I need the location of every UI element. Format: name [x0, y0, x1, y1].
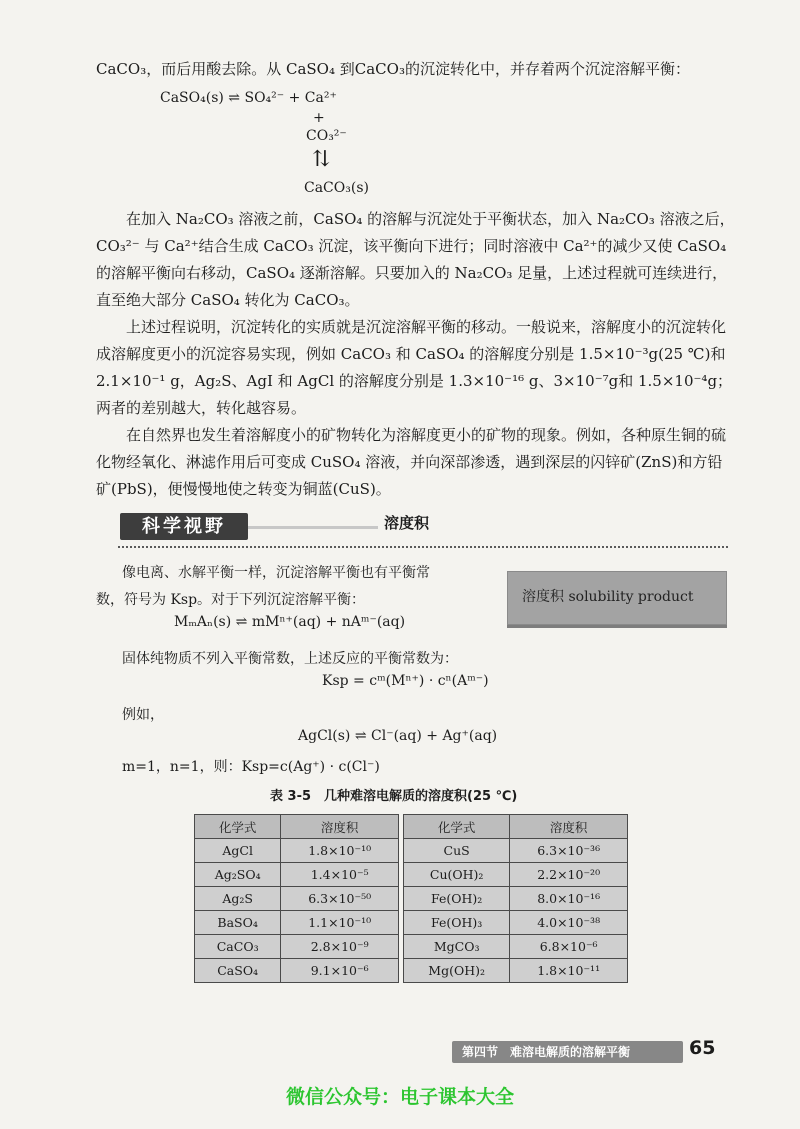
equilibrium-arrow-icon: ⇅ — [312, 147, 331, 172]
cell-ksp: 1.8×10⁻¹⁰ — [281, 839, 399, 863]
table-row — [195, 959, 628, 983]
cell-formula: Cu(OH)₂ — [404, 863, 510, 887]
paragraph-3: 在自然界也发生着溶解度小的矿物转化为溶解度更小的矿物的现象。例如，各种原生铜的硫化物经氧化、淋滤作用后可变成 CuSO₄ 溶液，并向深部渗透，遇到深层的闪锌矿(ZnS)和方铅矿(PbS)，便慢慢地使之转变为铜蓝(CuS)。 — [96, 426, 727, 498]
header-strip — [248, 526, 378, 529]
cell-formula: Fe(OH)₂ — [404, 887, 510, 911]
ksp-expression: Ksp = cᵐ(Mⁿ⁺) · cⁿ(Aᵐ⁻) — [322, 673, 489, 689]
header-formula: 化学式 — [404, 815, 510, 839]
cell-ksp: 2.8×10⁻⁹ — [281, 935, 399, 959]
section-name: 第四节 难溶电解质的溶解平衡 — [462, 1045, 631, 1059]
cell-formula: CaCO₃ — [195, 935, 281, 959]
cell-formula: BaSO₄ — [195, 911, 281, 935]
header-ksp: 溶度积 — [281, 815, 399, 839]
page-number: 65 — [689, 1037, 716, 1059]
table-row — [195, 863, 628, 887]
cell-ksp: 2.2×10⁻²⁰ — [510, 863, 628, 887]
cell-ksp: 4.0×10⁻³⁸ — [510, 911, 628, 935]
cell-ksp: 6.8×10⁻⁶ — [510, 935, 628, 959]
cell-ksp: 6.3×10⁻⁵⁰ — [281, 887, 399, 911]
scheme-carbonate: CO₃²⁻ — [306, 128, 347, 144]
table-header-row — [195, 815, 628, 839]
cell-formula: MgCO₃ — [404, 935, 510, 959]
ksp-intro-line-2: 数，符号为 Ksp。对于下列沉淀溶解平衡： — [96, 592, 366, 608]
wechat-watermark: 微信公众号：电子课本大全 — [285, 1086, 514, 1108]
table-row — [195, 887, 628, 911]
glossary-term: 溶度积 solubility product — [522, 589, 694, 605]
agcl-ksp-line: m=1，n=1，则：Ksp=c(Ag⁺) · c(Cl⁻) — [122, 759, 380, 775]
scheme-plus: + — [313, 110, 325, 126]
cell-ksp: 8.0×10⁻¹⁶ — [510, 887, 628, 911]
cell-ksp: 6.3×10⁻³⁶ — [510, 839, 628, 863]
intro-line: CaCO₃，而后用酸去除。从 CaSO₄ 到CaCO₃的沉淀转化中，并存着两个沉淀溶解平衡： — [96, 60, 690, 78]
cell-formula: Ag₂SO₄ — [195, 863, 281, 887]
agcl-equation: AgCl(s) ⇌ Cl⁻(aq) + Ag⁺(aq) — [298, 728, 498, 744]
ksp-explanation: 固体纯物质不列入平衡常数，上述反应的平衡常数为： — [122, 651, 458, 667]
header-formula: 化学式 — [195, 815, 281, 839]
cell-formula: CaSO₄ — [195, 959, 281, 983]
ksp-intro-line-1: 像电离、水解平衡一样，沉淀溶解平衡也有平衡常 — [122, 565, 430, 581]
paragraph-2: 上述过程说明，沉淀转化的实质就是沉淀溶解平衡的移动。一般说来，溶解度小的沉淀转化成溶解度更小的沉淀容易实现，例如 CaCO₃ 和 CaSO₄ 的溶解度分别是 1.5×10⁻³g(25 ℃)和 2.1×10⁻¹ g，Ag₂S、AgI 和 AgCl 的溶解度分别是 1.3×10⁻¹⁶ g、3×10⁻⁷g和 1.5×10⁻⁴g；两者的差别越大，转化越容易。 — [96, 318, 733, 417]
example-label: 例如， — [122, 707, 164, 723]
table-row — [195, 911, 628, 935]
cell-ksp: 9.1×10⁻⁶ — [281, 959, 399, 983]
cell-formula: Fe(OH)₃ — [404, 911, 510, 935]
cell-formula: Ag₂S — [195, 887, 281, 911]
science-view-badge: 科学视野 — [120, 513, 248, 540]
scheme-equation: CaSO₄(s) ⇌ SO₄²⁻ + Ca²⁺ — [160, 90, 337, 106]
table-row — [195, 839, 628, 863]
cell-ksp: 1.8×10⁻¹¹ — [510, 959, 628, 983]
cell-formula: Mg(OH)₂ — [404, 959, 510, 983]
header-ksp: 溶度积 — [510, 815, 628, 839]
cell-formula: AgCl — [195, 839, 281, 863]
table-caption: 表 3-5 几种难溶电解质的溶度积(25 ℃) — [270, 789, 518, 804]
table-row — [195, 935, 628, 959]
cell-ksp: 1.1×10⁻¹⁰ — [281, 911, 399, 935]
cell-formula: CuS — [404, 839, 510, 863]
paragraph-1: 在加入 Na₂CO₃ 溶液之前，CaSO₄ 的溶解与沉淀处于平衡状态，加入 Na₂CO₃ 溶液之后，CO₃²⁻ 与 Ca²⁺结合生成 CaCO₃ 沉淀，该平衡向下进行；同时溶液中 Ca²⁺的减少又使 CaSO₄ 的溶解平衡向右移动，CaSO₄ 逐渐溶解。只要加入的 Na₂CO₃ 足量，上述过程就可连续进行，直至绝大部分 CaSO₄ 转化为 CaCO₃。 — [96, 210, 735, 309]
cell-ksp: 1.4×10⁻⁵ — [281, 863, 399, 887]
scheme-caco3: CaCO₃(s) — [304, 180, 369, 196]
dotted-divider — [118, 546, 728, 548]
general-equation: MₘAₙ(s) ⇌ mMⁿ⁺(aq) + nAᵐ⁻(aq) — [174, 614, 406, 630]
ksp-table — [194, 814, 628, 983]
section-title: 溶度积 — [384, 514, 430, 532]
